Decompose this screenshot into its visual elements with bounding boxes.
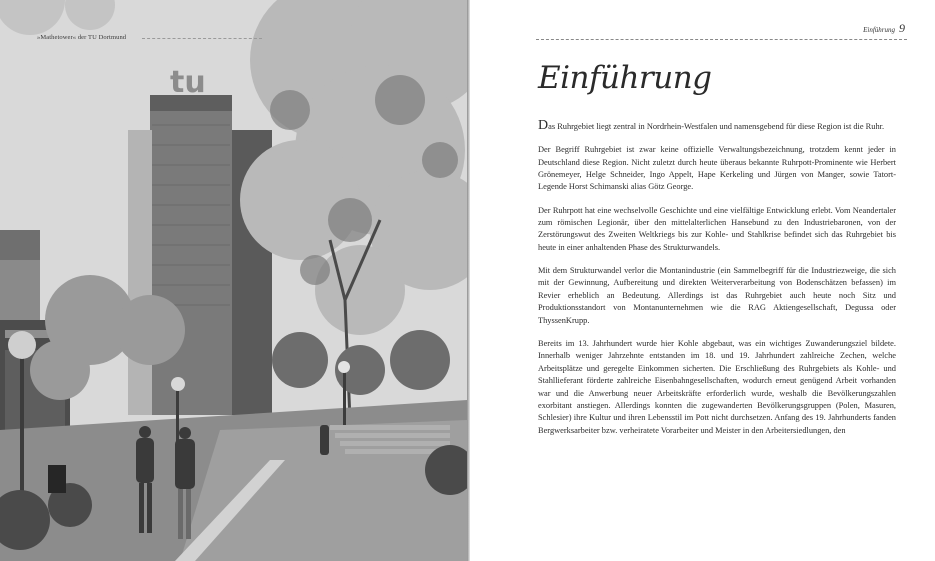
paragraph-5: Bereits im 13. Jahrhundert wurde hier Kohle abgebaut, was ein wichtiges Zuwanderungsziel bildete. Innerhalb weniger Jahrzehnte entstanden im 18. und 19. Jahrhundert zahlreiche Zechen, welche Arbeitsplätze und geregelte Einkommen sicherten. Die Erschließung des Ruhrgebiets als Kohle- und Stahllieferant förderte zahlreiche Eisenbahngesellschaften, wodurch erneut genügend Arbeit vorhanden war und die Anwerbung neuer Arbeitskräfte erforderlich wurde, weshalb die Bevölkerungszahlen exorbitant anstiegen. Allerdings konnten die zugewanderten Bevölkerungsgruppen (Polen, Masuren, Schlesier) ihre Kultur und ihren Lebensstil im Pott nicht durchsetzen. Anfang des 19. Jahrhunderts fanden Bergwerksarbeiter bzw. verheiratete Vorarbeiter und Meister in den Arbeitersiedlungen, den xyxy=(538,338,896,435)
running-head-title: Einführung xyxy=(863,26,895,34)
photo-caption: »Mathetower« der TU Dortmund xyxy=(37,34,127,41)
drop-cap: D xyxy=(538,118,549,133)
paragraph-1-text: as Ruhrgebiet liegt zentral in Nordrhein-Westfalen und namensgebend für diese Region ist die Ruhr. xyxy=(548,122,885,131)
page-number: 9 xyxy=(899,21,905,35)
campus-photo xyxy=(0,0,467,561)
tu-logo: tu xyxy=(170,65,206,100)
header-rule xyxy=(536,39,907,40)
body-text xyxy=(538,118,896,448)
campus-photo-illustration xyxy=(0,0,467,561)
text-page xyxy=(470,0,935,561)
paragraph-2: Der Begriff Ruhrgebiet ist zwar keine offizielle Verwaltungsbezeichnung, trotzdem kennt jeder in Deutschland diese Region. Nicht zuletzt durch heute überaus bekannte Ruhrpott-Prominente wie Herbert Grönemeyer, Helge Schneider, Ingo Appelt, Hape Kerkeling und Jürgen von Manger, sowie Tatort-Legende Horst Schimanski alias Götz George. xyxy=(538,145,896,192)
paragraph-1 xyxy=(538,118,896,133)
math-tower xyxy=(150,95,232,415)
running-head xyxy=(863,21,905,36)
chapter-title: Einführung xyxy=(538,60,712,96)
paragraph-4: Mit dem Strukturwandel verlor die Montanindustrie (ein Sammelbegriff für die Industriezweige, die sich mit der Gewinnung, Aufbereitung und direkten Weiterverarbeitung von Bodenschätzen befassen) im Revier erheblich an Bedeutung. Allerdings ist das Ruhrgebiet auch heute noch Sitz und Produktionsstandort von Montanunternehmen wie die RAG Aktiengesellschaft, Degussa oder ThyssenKrupp. xyxy=(538,266,896,325)
paragraph-3: Der Ruhrpott hat eine wechselvolle Geschichte und eine vielfältige Entwicklung erlebt. Vom Neandertaler zum römischen Legionär, über den mittelalterlichen Hansebund zu den Industriebaronen, von der Zerstörungswut des Zweiten Weltkriegs bis zur Kohle- und Stahlkrise befindet sich das Ruhrgebiet bis heute in einer anhaltenden Phase des Strukturwandels. xyxy=(538,205,896,252)
caption-rule xyxy=(142,38,262,39)
